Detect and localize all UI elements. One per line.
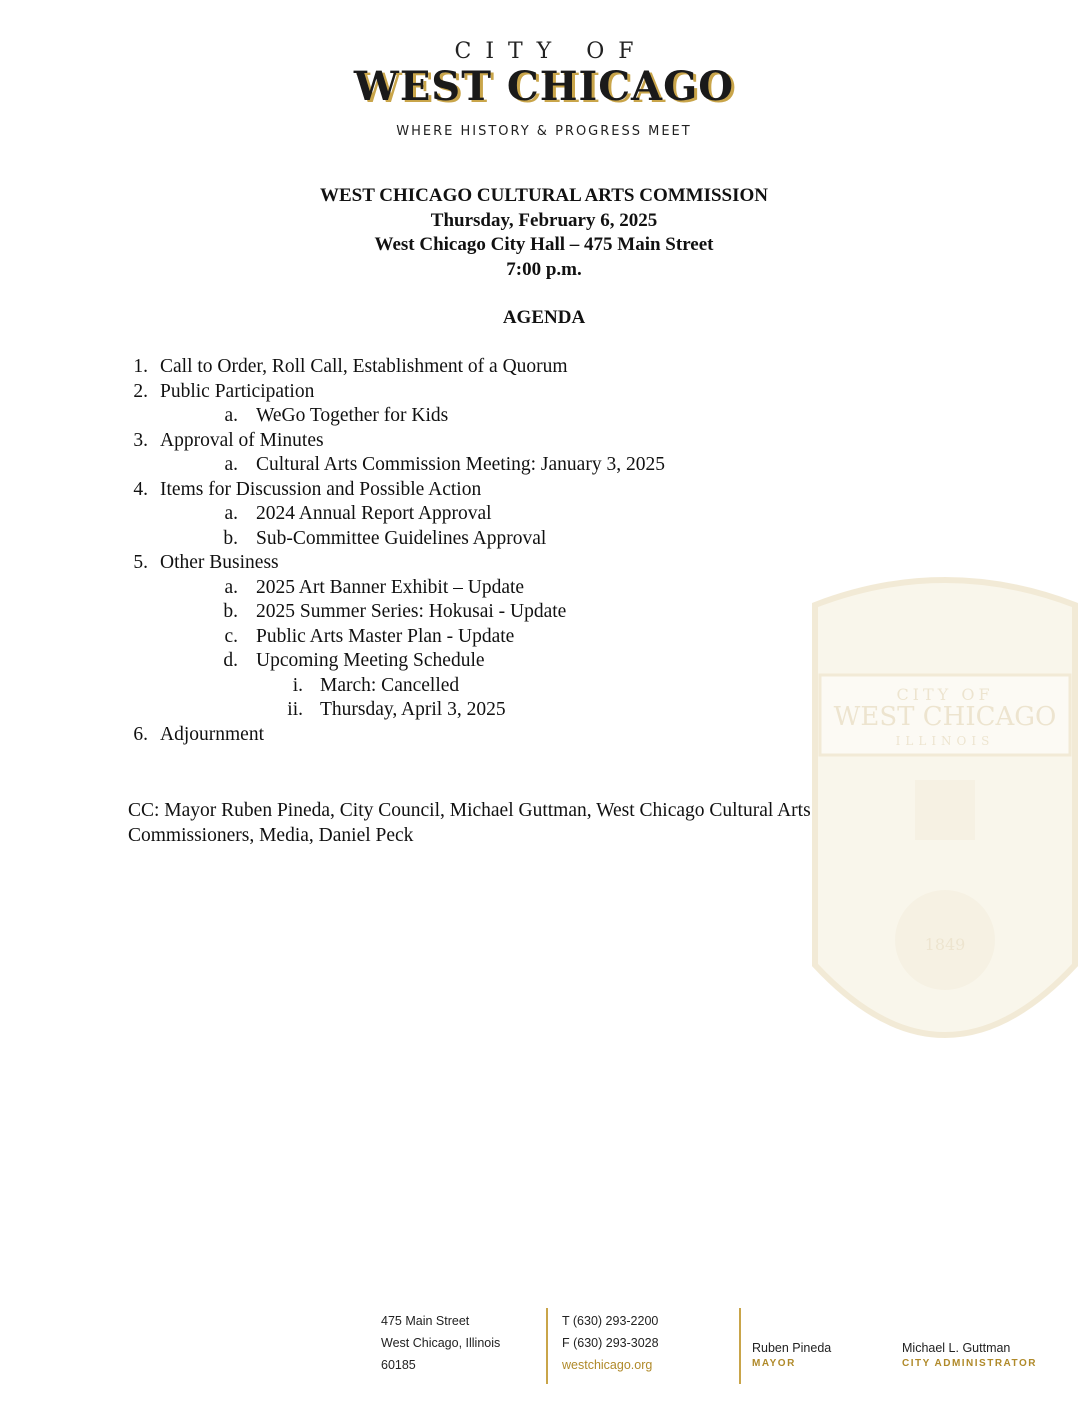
footer-administrator <box>902 1340 1037 1372</box>
agenda-item-number: 4. <box>133 478 148 500</box>
logo-tagline: WHERE HISTORY & PROGRESS MEET <box>396 124 692 139</box>
agenda-item-number: 2. <box>133 380 148 402</box>
agenda-item-number: b. <box>223 527 238 549</box>
meeting-date: Thursday, February 6, 2025 <box>430 209 658 231</box>
agenda-item-number: a. <box>224 576 238 598</box>
agenda-item-text: Public Arts Master Plan - Update <box>256 625 515 647</box>
footer-divider <box>739 1308 741 1384</box>
agenda-title: AGENDA <box>502 307 586 328</box>
footer-website-link[interactable]: westchicago.org <box>562 1358 653 1372</box>
agenda-item-number: a. <box>224 454 238 475</box>
meeting-location: West Chicago City Hall – 475 Main Street <box>374 234 714 255</box>
footer-fax: F (630) 293-3028 <box>562 1336 659 1350</box>
seal-year: 1849 <box>924 935 966 954</box>
administrator-name: Michael L. Guttman <box>902 1341 1011 1355</box>
agenda-item-text: Thursday, April 3, 2025 <box>320 699 506 720</box>
agenda-item-text: 2025 Art Banner Exhibit – Update <box>256 576 525 598</box>
agenda-item <box>128 527 928 552</box>
agenda-item-text: 2025 Summer Series: Hokusai - Update <box>256 601 567 622</box>
agenda-item-number: 3. <box>133 429 148 451</box>
agenda-item-text: Cultural Arts Commission Meeting: January 3, 2025 <box>256 454 665 475</box>
footer-address-line2: West Chicago, Illinois <box>381 1336 501 1350</box>
agenda-item <box>128 453 928 478</box>
mayor-title: MAYOR <box>752 1358 796 1369</box>
footer-divider <box>546 1308 548 1384</box>
agenda-item-text: Items for Discussion and Possible Action <box>160 478 482 500</box>
seal-city-of: CITY OF <box>896 685 994 704</box>
agenda-item-number: i. <box>292 674 303 696</box>
footer-address <box>381 1310 500 1376</box>
agenda-item-text: WeGo Together for Kids <box>256 405 449 426</box>
agenda-item <box>128 355 928 380</box>
agenda-item <box>128 478 928 503</box>
agenda-item-number: a. <box>224 405 238 426</box>
footer-address-line1: 475 Main Street <box>381 1314 470 1328</box>
letterhead-footer <box>0 1306 1088 1386</box>
agenda-item <box>128 380 928 405</box>
agenda-item-text: March: Cancelled <box>320 674 460 696</box>
cc-line: CC: Mayor Ruben Pineda, City Council, Michael Guttman, West Chicago Cultural Arts Commissioners, Media, Daniel Peck <box>128 800 811 846</box>
city-logo <box>0 40 1088 139</box>
footer-mayor <box>752 1340 831 1372</box>
seal-name: WEST CHICAGO <box>833 702 1057 732</box>
footer-contact <box>562 1310 659 1376</box>
agenda-item-number: 6. <box>133 723 148 745</box>
footer-phone: T (630) 293-2200 <box>562 1314 659 1328</box>
agenda-item-number: b. <box>223 601 238 622</box>
agenda-item <box>128 404 928 429</box>
footer-address-line3: 60185 <box>381 1358 416 1372</box>
agenda-item-text: Sub-Committee Guidelines Approval <box>256 527 547 549</box>
agenda-item-number: d. <box>223 650 238 671</box>
agenda-item-number: 1. <box>133 356 148 377</box>
seal-state: ILLINOIS <box>895 734 995 748</box>
agenda-item-text: 2024 Annual Report Approval <box>256 503 492 524</box>
agenda-item-number: ii. <box>287 699 303 720</box>
administrator-title: CITY ADMINISTRATOR <box>902 1358 1037 1369</box>
agenda-item <box>128 502 928 527</box>
agenda-item-text: Public Participation <box>160 380 315 402</box>
agenda-item-text: Other Business <box>160 552 279 573</box>
agenda-item-text: Adjournment <box>160 723 264 745</box>
commission-title: WEST CHICAGO CULTURAL ARTS COMMISSION <box>319 185 769 206</box>
meeting-header <box>0 184 1088 282</box>
meeting-time: 7:00 p.m. <box>506 258 582 280</box>
agenda-item-number: 5. <box>133 552 148 573</box>
logo-city-of: CITY OF <box>454 39 648 64</box>
mayor-name: Ruben Pineda <box>752 1341 832 1355</box>
logo-west-chicago: WEST CHICAGO <box>353 63 735 110</box>
agenda-item-number: a. <box>224 503 238 524</box>
agenda-item <box>128 429 928 454</box>
agenda-item-number: c. <box>224 625 238 647</box>
agenda-item-text: Upcoming Meeting Schedule <box>256 650 485 671</box>
city-seal-watermark <box>795 565 1088 1075</box>
agenda-item-text: Call to Order, Roll Call, Establishment of a Quorum <box>160 356 568 377</box>
agenda-item-text: Approval of Minutes <box>160 429 324 451</box>
